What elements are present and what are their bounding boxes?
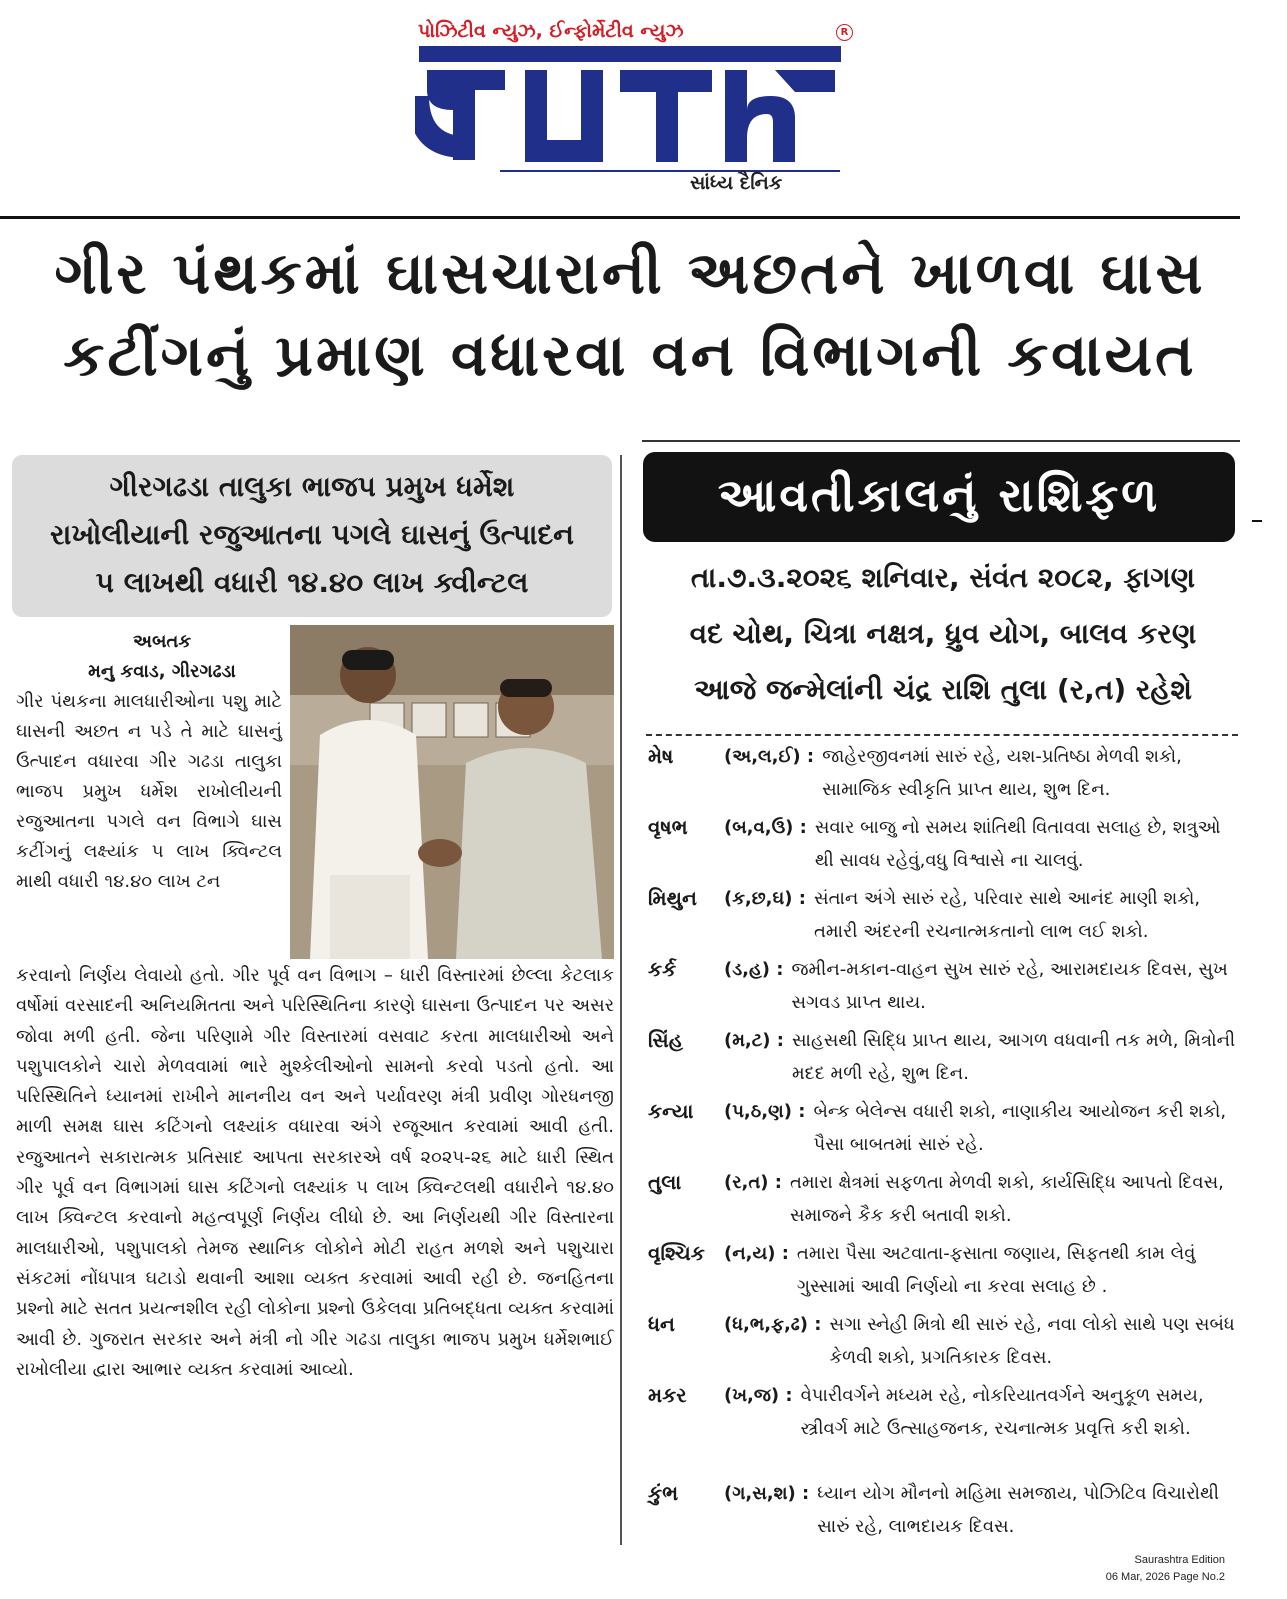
rashi-text: સગા સ્નેહી મિત્રો થી સારું રહે, નવા લોકો સાથે પણ સબંધ કેળવી શકો, પ્રગતિકારક દિવસ.: [829, 1314, 1235, 1368]
rashi-name: મકર: [648, 1383, 687, 1407]
rashi-letters: (ધ,ભ,ફ,ઢ) :: [724, 1314, 822, 1335]
subhead-line-2: રાખોલીયાની રજુઆતના પગલે ઘાસનું ઉત્પાદન: [50, 518, 574, 551]
rashi-letters: (ડ,હ) :: [724, 959, 784, 980]
rashi-letters: (ગ,સ,શ) :: [724, 1483, 810, 1504]
date-divider: [646, 734, 1238, 736]
byline-paper: અબતક: [132, 631, 192, 652]
rashi-text: તમારા ક્ષેત્રમાં સફળતા મેળવી શકો, કાર્યસિદ્ધિ આપતો દિવસ, સમાજને કૈક કરી બતાવી શકો.: [790, 1172, 1224, 1226]
rashi-name: વૃષભ: [648, 815, 688, 839]
edition-footer: [1050, 1552, 1225, 1586]
rashi-sinh: [648, 1024, 1238, 1095]
rashi-kanya: [648, 1095, 1238, 1166]
rashi-letters: (પ,ઠ,ણ) :: [724, 1101, 806, 1122]
column-divider: [620, 455, 622, 1545]
article-column: [12, 455, 614, 1545]
rashi-letters: (ક,છ,ઘ) :: [724, 888, 806, 909]
rashi-text: જમીન-મકાન-વાહન સુખ સારું રહે, આરામદાયક દિવસ, સુખ સગવડ પ્રાપ્ત થાય.: [791, 959, 1228, 1013]
headline-rule: [642, 440, 1240, 442]
rashi-letters: (બ,વ,ઉ) :: [724, 817, 807, 838]
rashi-makar: [648, 1379, 1238, 1477]
edition-date-page: 06 Mar, 2026 Page No.2: [1105, 1571, 1225, 1583]
rashi-mithun: [648, 882, 1238, 953]
rashi-text: સવાર બાજુ નો સમય શાંતિથી વિતાવવા સલાહ છે, શત્રુઓ થી સાવધ રહેવું,વધુ વિશ્વાસે ના ચાલવું.: [814, 817, 1221, 871]
registered-mark: R: [836, 24, 853, 41]
rashi-vrushabh: [648, 811, 1238, 882]
byline-author: મનુ કવાડ, ગીરગઢડા: [88, 661, 236, 682]
rashi-name: ધન: [648, 1312, 675, 1336]
rashi-name: કુંભ: [648, 1481, 679, 1505]
rashi-kumbh: [648, 1477, 1238, 1548]
rashi-text: જાહેરજીવનમાં સારું રહે, યશ-પ્રતિષ્ઠા મેળવી શકો, સામાજિક સ્વીકૃતિ પ્રાપ્ત થાય, શુભ દિન.: [822, 746, 1182, 800]
horoscope-date-block: [648, 550, 1238, 718]
article-body: કરવાનો નિર્ણય લેવાયો હતો. ગીર પૂર્વ વન વિભાગ – ધારી વિસ્તારમાં છેલ્લા કેટલાક વર્ષોમાં વરસાદની અનિયમિતતા અને પરિસ્થિતિના કારણે ઘાસના ઉત્પાદન પર અસર જોવા મળી હતી. જેના પરિણામે ગીર વિસ્તારમાં વસવાટ કરતા માલધારીઓ અને પશુપાલકોને ચારો મેળવવામાં ભારે મુશ્કેલીઓનો સામનો કરવો પડતો હતો. આ પરિસ્થિતિને ધ્યાનમાં રાખીને માનનીય વન અને પર્યાવરણ મંત્રી પ્રવીણ ગોરધનજી માળી સમક્ષ ઘાસ કટિંગનો લક્ષ્યાંક વધારવા અંગે રજૂઆત કરવામાં આવી હતી. રજુઆતને સકારાત્મક પ્રતિસાદ આપતા સરકારએ વર્ષ ૨૦૨૫-૨૬ માટે ધારી સ્થિત ગીર પૂર્વ વન વિભાગમાં ઘાસ કટિંગનો લક્ષ્યાંક ૫ લાખ ક્વિન્ટલથી વધારીને ૧૪.૪૦ લાખ ક્વિન્ટલ કરવાનો મહત્વપૂર્ણ નિર્ણય લીધો છે. આ નિર્ણયથી ગીર વિસ્તારના માલધારીઓ, પશુપાલકો તેમજ સ્થાનિક લોકોને મોટી રાહત મળશે અને પશુચારા સંકટમાં નોંધપાત્ર ઘટાડો થવાની આશા વ્યક્ત કરવામાં આવી રહી છે. જનહિતના પ્રશ્નો માટે સતત પ્રયત્નશીલ રહી લોકોના પ્રશ્નો ઉકેલવા પ્રતિબદ્ધતા વ્યક્ત કરવામાં આવી છે. ગુજરાત સરકાર અને મંત્રી નો ગીર ગઢડા તાલુકા ભાજપ પ્રમુખ ધર્મેશભાઈ રાખોલીયા દ્વારા આભાર વ્યક્ત કરવામાં આવ્યો.: [16, 965, 614, 1380]
horoscope-column: [628, 452, 1242, 1542]
rashi-letters: (મ,ટ) :: [724, 1030, 784, 1051]
rashi-name: સિંહ: [648, 1028, 683, 1052]
rashi-text: ધ્યાન યોગ મૌનનો મહિમા સમજાય, પોઝિટિવ વિચારોથી સારું રહે, લાભદાયક દિવસ.: [817, 1483, 1219, 1537]
rashi-mesh: [648, 740, 1238, 811]
rashi-name: વૃશ્ચિક: [648, 1241, 705, 1265]
article-photo-graphic: [290, 625, 614, 959]
rashi-letters: (ર,ત) :: [724, 1172, 782, 1193]
rashi-name: મેષ: [648, 744, 674, 768]
newspaper-logo: [415, 40, 845, 170]
date-line-2: વદ ચોથ, ચિત્રા નક્ષત્ર, ધ્રુવ યોગ, બાલવ કરણ: [689, 617, 1197, 650]
byline: [42, 627, 282, 687]
rashi-name: કર્ક: [648, 957, 677, 981]
rashi-letters: (ન,ય) :: [724, 1243, 789, 1264]
rashi-letters: (અ,લ,ઈ) :: [724, 746, 815, 767]
horoscope-list: [648, 740, 1238, 1548]
date-line-1: તા.૭.૩.૨૦૨૬ શનિવાર, સંવંત ૨૦૮૨, ફાગણ: [690, 561, 1196, 594]
subhead-line-3: ૫ લાખથી વધારી ૧૪.૪૦ લાખ ક્વીન્ટલ: [95, 566, 529, 599]
article-subhead: [12, 455, 612, 615]
masthead-divider: [500, 170, 840, 172]
rashi-text: સાહસથી સિદ્ધિ પ્રાપ્ત થાય, આગળ વધવાની તક મળે, મિત્રોની મદદ મળી રહે, શુભ દિન.: [791, 1030, 1236, 1084]
article-photo: [290, 625, 614, 959]
subhead-box: [12, 455, 612, 617]
rashi-text: તમારા પૈસા અટવાતા-ફસાતા જણાય, સિફતથી કામ લેવું ગુસ્સામાં આવી નિર્ણયો ના કરવા સલાહ છે .: [796, 1243, 1196, 1297]
horoscope-title: આવતીકાલનું રાશિફળ: [643, 452, 1235, 542]
rashi-name: તુલા: [648, 1170, 682, 1194]
rashi-text: બેન્ક બેલેન્સ વધારી શકો, નાણાકીય આયોજન કરી શકો, પૈસા બાબતમાં સારું રહે.: [813, 1101, 1227, 1155]
subhead-line-1: ગીરગઢડા તાલુકા ભાજપ પ્રમુખ ધર્મેશ: [109, 470, 515, 503]
rashi-text: વેપારીવર્ગને મધ્યમ રહે, નોકરિયાતવર્ગને અનુકૂળ સમય, સ્ત્રીવર્ગ માટે ઉત્સાહજનક, રચનાત્મક પ્રવૃત્તિ કરી શકો.: [800, 1385, 1204, 1439]
rashi-name: મિથુન: [648, 886, 697, 910]
horoscope-side-rule: [1252, 520, 1262, 522]
article-intro: ગીર પંથકના માલધારીઓના પશુ માટે ઘાસની અછત ન પડે તે માટે ઘાસનું ઉત્પાદન વધારવા ગીર ગઢડા તાલુકા ભાજપ પ્રમુખ ધર્મેશ રાખોલીયની રજુઆતના પગલે વન વિભાગે ઘાસ કટીંગનું લક્ષ્યાંક ૫ લાખ ક્વિન્ટલ માથી વધારી ૧૪.૪૦ લાખ ટન: [16, 691, 282, 892]
rashi-kark: [648, 953, 1238, 1024]
rashi-vrushchik: [648, 1237, 1238, 1308]
masthead-subtitle: સાંધ્ય દૈનિક: [690, 172, 783, 194]
rashi-name: કન્યા: [648, 1099, 694, 1123]
rashi-dhan: [648, 1308, 1238, 1379]
headline-line-1: ગીર પંથકમાં ઘાસચારાની અછતને ખાળવા ઘાસ: [54, 239, 1206, 307]
main-headline: [0, 232, 1260, 396]
date-line-3: આજે જન્મેલાંની ચંદ્ર રાશિ તુલા (ર,ત) રહેશે: [694, 673, 1192, 706]
edition-name: Saurashtra Edition: [1134, 1554, 1225, 1566]
rashi-text: સંતાન અંગે સારું રહે, પરિવાર સાથે આનંદ માણી શકો, તમારી અંદરની રચનાત્મકતાનો લાભ લઈ શકો.: [813, 888, 1201, 942]
masthead: [0, 0, 1287, 220]
newspaper-logo-graphic: [415, 40, 845, 170]
rashi-letters: (ખ,જ) :: [724, 1385, 793, 1406]
masthead-tagline: પોઝિટીવ ન્યુઝ, ઈન્ફોર્મેટીવ ન્યુઝ: [418, 20, 684, 42]
rashi-tula: [648, 1166, 1238, 1237]
header-rule: [0, 216, 1240, 219]
headline-line-2: કટીંગનું પ્રમાણ વધારવા વન વિભાગની કવાયત: [63, 321, 1197, 389]
